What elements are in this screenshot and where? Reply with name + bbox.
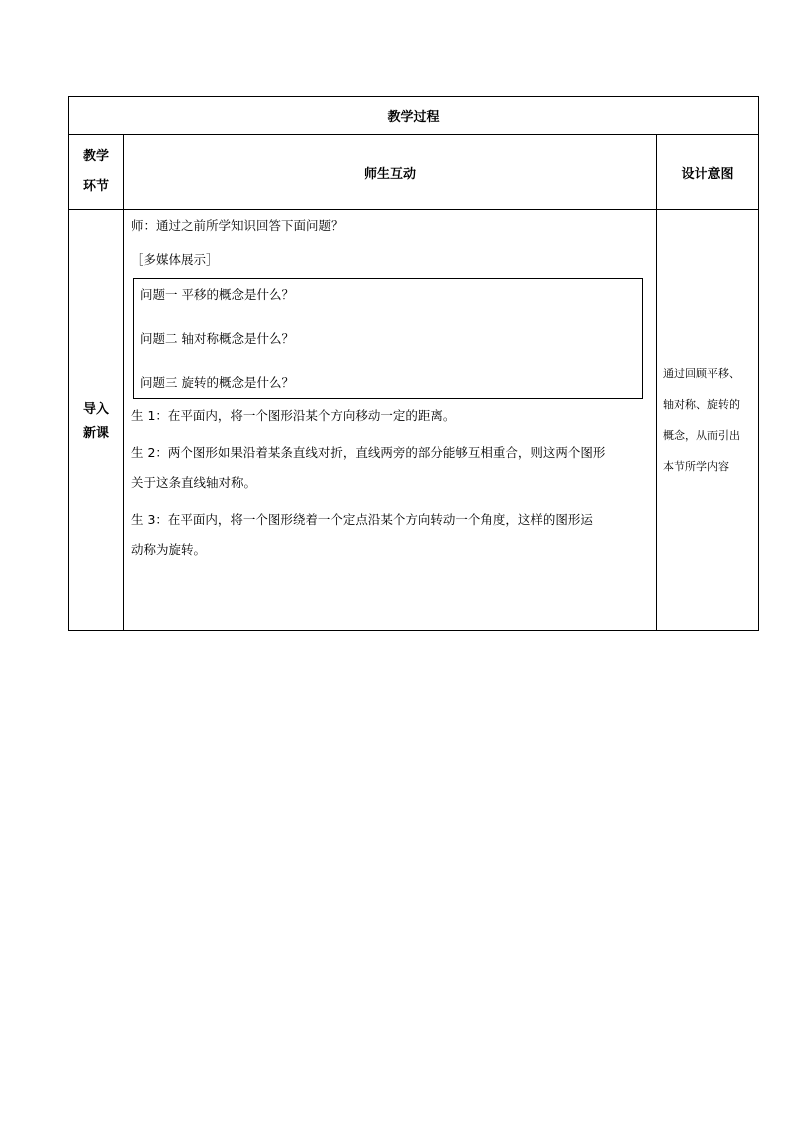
header-intent: 设计意图 (657, 135, 759, 210)
teacher-prompt: 师：通过之前所学知识回答下面问题？ (131, 218, 344, 233)
intent-line-2: 轴对称、旋转的 (663, 398, 740, 411)
answer-3-line-2: 动称为旋转。 (131, 542, 207, 557)
section-intent (657, 210, 759, 631)
answers (131, 401, 649, 565)
question-1: 问题一 平移的概念是什么？ (140, 287, 294, 302)
table-title: 教学过程 (69, 97, 759, 135)
intent-line-3: 概念，从而引出 (663, 429, 740, 442)
answer-3-line-1: 生 3：在平面内，将一个图形绕着一个定点沿某个方向转动一个角度，这样的图形运 (131, 512, 593, 527)
header-stage-line2: 环节 (82, 179, 109, 194)
section-stage-line2: 新课 (82, 426, 109, 441)
teaching-process-table (68, 96, 759, 631)
answer-2-line-1: 生 2：两个图形如果沿着某条直线对折，直线两旁的部分能够互相重合，则这两个图形 (131, 445, 606, 460)
header-stage-line1: 教学 (82, 149, 109, 164)
header-interaction: 师生互动 (124, 135, 657, 210)
media-note: ［多媒体展示］ (131, 252, 219, 267)
question-box (133, 278, 643, 399)
section-interaction (124, 210, 657, 631)
intent-line-1: 通过回顾平移、 (663, 367, 740, 380)
question-2: 问题二 轴对称概念是什么？ (140, 331, 294, 346)
section-stage (69, 210, 124, 631)
header-row (69, 135, 759, 210)
section-row (69, 210, 759, 631)
header-stage (69, 135, 124, 210)
question-3: 问题三 旋转的概念是什么？ (140, 375, 294, 390)
answer-1: 生 1：在平面内，将一个图形沿某个方向移动一定的距离。 (131, 408, 456, 423)
title-row (69, 97, 759, 135)
answer-2-line-2: 关于这条直线轴对称。 (131, 475, 257, 490)
intent-line-4: 本节所学内容 (663, 460, 729, 473)
section-stage-line1: 导入 (82, 402, 109, 417)
